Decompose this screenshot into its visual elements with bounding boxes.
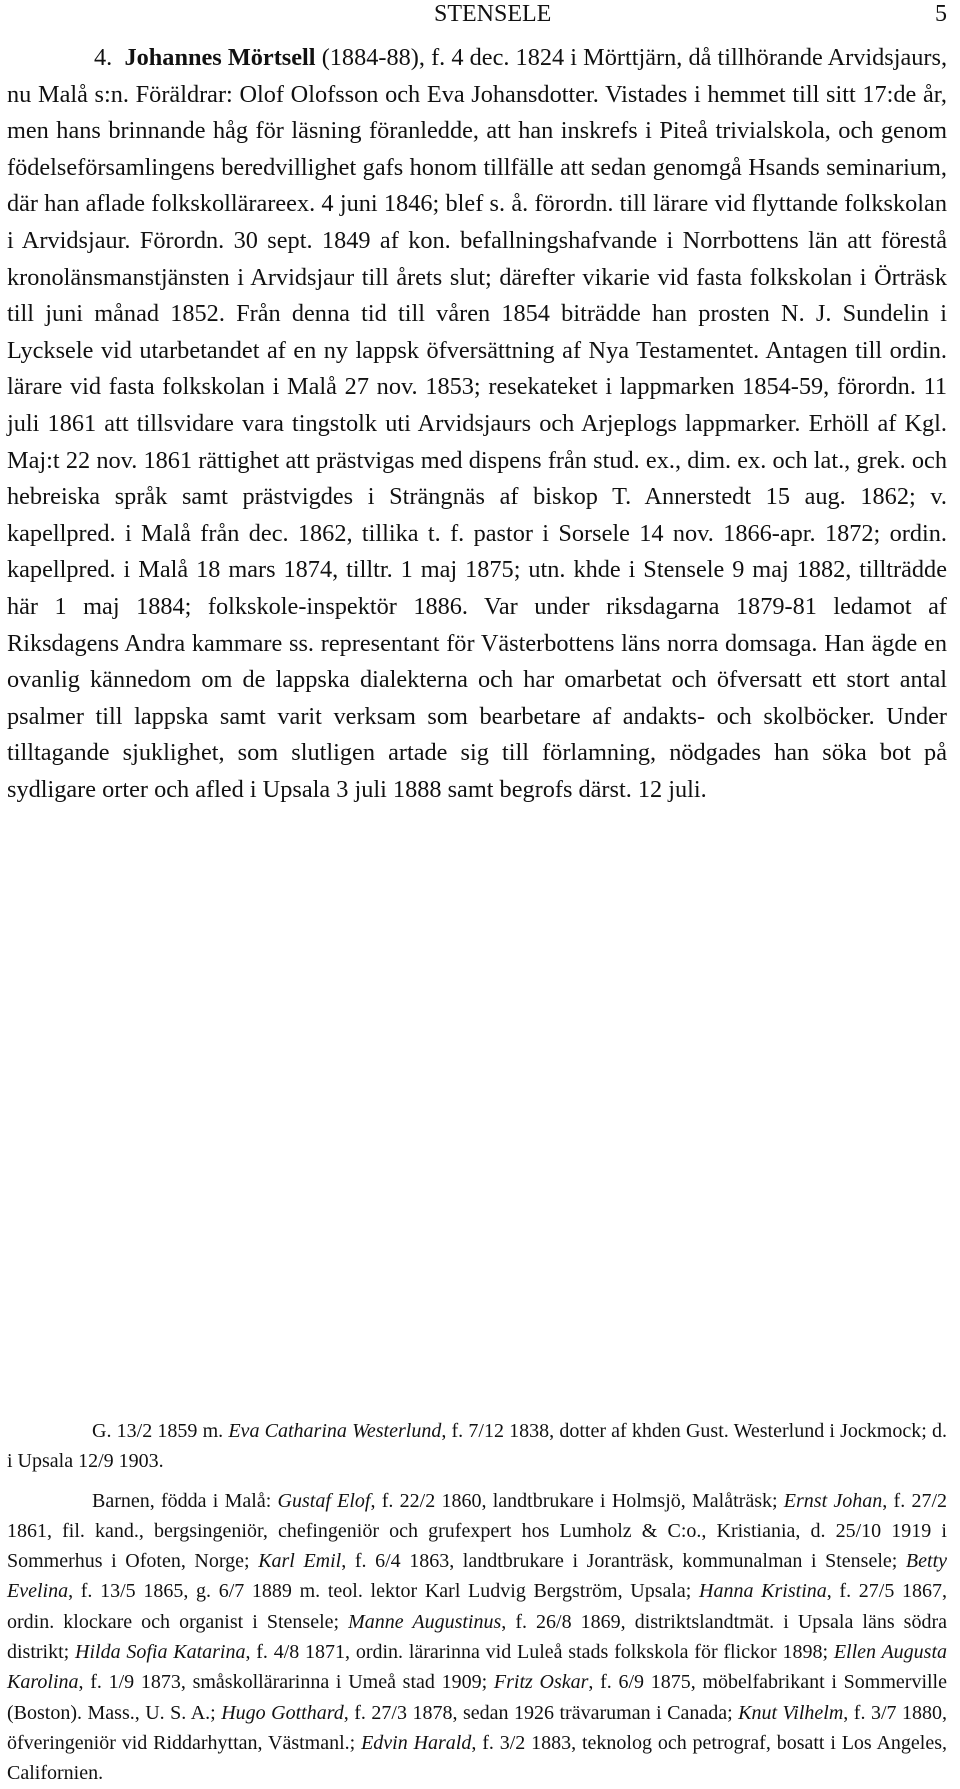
entry-paragraph [7,40,947,808]
children-text: , f. 6/9 1875, möbelfabrikant i Sommerville (Boston). Mass., U. S. A.; [7,1671,947,1724]
person-name: Johannes Mörtsell [124,44,316,71]
page-header [7,0,947,28]
marriage-text: , f. 7/12 1838, dotter af khden Gust. Westerlund i Jockmock; d. i Upsala 12/9 1903. [7,1420,947,1473]
children-text: , f. 27/5 1867, ordin. klockare och organist i Stensele; [7,1580,948,1633]
children-text: Barnen, födda i Malå: [92,1489,278,1512]
marriage-text: G. 13/2 1859 m. [92,1420,229,1442]
child-name: Hugo Gotthard [221,1701,344,1724]
child-name: Gustaf Elof [277,1489,371,1512]
child-name: Karl Emil [258,1550,342,1573]
child-name: Manne Augustinus [348,1610,502,1633]
child-name: Hanna Kristina [699,1580,827,1603]
page-number: 5 [935,1,947,27]
tenure-years: (1884-88), [321,44,425,71]
children-text: , f. 6/4 1863, landtbrukare i Joranträsk, kommunalman i Stensele; [341,1550,906,1573]
child-name: Knut Vilhelm [738,1701,844,1724]
marriage-note [7,1416,947,1477]
entry-body: f. 4 dec. 1824 i Mörttjärn, då tillhörande Arvidsjaurs, nu Malå s:n. Föräldrar: Olof Olofsson och Eva Johansdotter. Vistades i hemmet till sitt 17:de år, men hans brinnande håg för läsning föranledde, att han inskrefs i Piteå trivialskola, och genom födelseförsamlingens beredvillighet gafs honom tillfälle att sedan genomgå Hsands seminarium, där han aflade folkskollärareex. 4 juni 1846; blef s. å. förordn. till lärare vid flyttande folkskolan i Arvidsjaur. Förordn. 30 sept. 1849 af kon. befallningshafvande i Norrbottens län att förestå kronolänsmanstjänsten i Arvidsjaur till årets slut; därefter vikarie vid fasta folkskolan i Örträsk till juni månad 1852. Från denna tid till våren 1854 biträdde han prosten N. J. Sundelin i Lycksele vid utarbetandet af en ny lappsk öfversättning af Nya Testamentet. Antagen till ordin. lärare vid fasta folkskolan i Malå 27 nov. 1853; resekateket i lappmarken 1854-59, förordn. 11 juli 1861 att tillsvidare vara tingstolk uti Arvidsjaurs och Arjeplogs lappmarker. Erhöll af Kgl. Maj:t 22 nov. 1861 rättighet att prästvigas med dispens från stud. ex., dim. ex. och lat., grek. och hebreiska språk samt prästvigdes i Strängnäs af biskop T. Annerstedt 15 aug. 1862; v. kapellpred. i Malå från dec. 1862, tillika t. f. pastor i Sorsele 14 nov. 1866-apr. 1872; ordin. kapellpred. i Malå 18 mars 1874, tilltr. 1 maj 1875; utn. khde i Stensele 9 maj 1882, tillträdde här 1 maj 1884; folkskole-inspektör 1886. Var under riksdagarna 1879-81 ledamot af Riksdagens Andra kammare ss. representant för Västerbottens läns norra domsaga. Han ägde en ovanlig kännedom om de lappska dialekterna och har omarbetat och öfversatt ett stort antal psalmer till lappska samt varit verksam som bearbetare af andakts- och skolböcker. Under tilltagande sjuklighet, som slutligen artade sig till förlamning, nödgades han söka bot på sydligare orter och afled i Upsala 3 juli 1888 samt begrofs därst. 12 juli. [7,44,948,803]
child-name: Betty Evelina [7,1550,948,1603]
children-text: , f. 3/2 1883, teknolog och petrograf, bosatt i Los Angeles, Californien. [7,1731,948,1785]
child-name: Ernst Johan [783,1489,883,1512]
child-name: Fritz Oskar [493,1671,589,1694]
children-text: , f. 27/2 1861, fil. kand., bergsingeniör, chefingeniör och grufexpert hos Lumholz & C:o., Kristiania, d. 25/10 1919 i Sommerhus i Ofoten, Norge; [7,1489,948,1573]
child-name: Edvin Harald [361,1731,472,1754]
children-text: , f. 22/2 1860, landtbrukare i Holmsjö, Malåträsk; [370,1489,784,1512]
document-page [7,0,948,1785]
children-text: , f. 3/7 1880, öfveringeniör vid Riddarhyttan, Västmanl.; [7,1701,947,1754]
biography-entry [7,40,947,808]
family-notes [7,1416,947,1789]
children-text: , f. 13/5 1865, g. 6/7 1889 m. teol. lektor Karl Ludvig Bergström, Upsala; [68,1580,700,1603]
children-text: , f. 27/3 1878, sedan 1926 trävaruman i Canada; [343,1701,739,1724]
children-text: , f. 26/8 1869, distriktslandtmät. i Upsala läns södra distrikt; [7,1610,948,1664]
running-head: STENSELE [434,1,552,27]
entry-number: 4. [94,44,113,71]
children-note [7,1486,947,1789]
wife-name: Eva Catharina Westerlund [228,1420,442,1442]
child-name: Hilda Sofia Katarina [75,1641,246,1664]
children-text: , f. 1/9 1873, småskollärarinna i Umeå stad 1909; [78,1671,494,1694]
children-text: , f. 4/8 1871, ordin. lärarinna vid Luleå stads folkskola för flickor 1898; [245,1641,834,1664]
child-name: Ellen Augusta Karolina [7,1641,948,1694]
